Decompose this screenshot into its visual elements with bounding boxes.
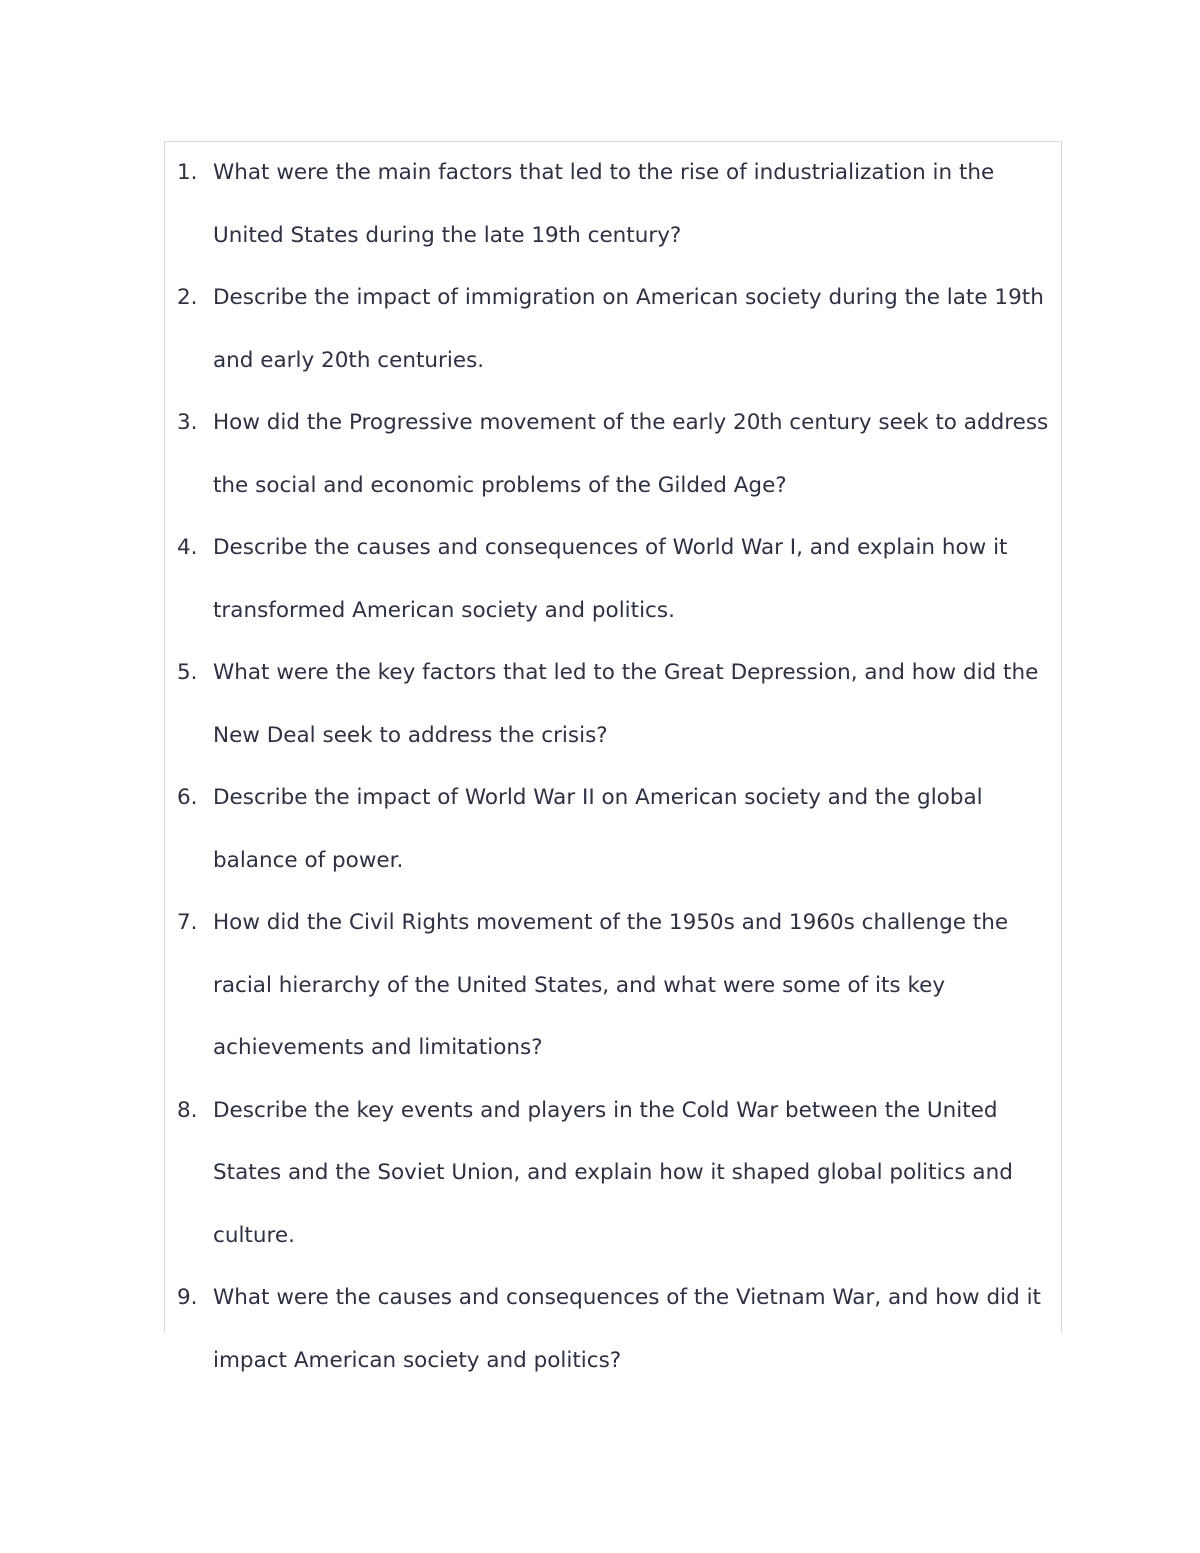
list-item: [165, 142, 1061, 267]
question-number: 5.: [177, 660, 198, 685]
question-text: What were the main factors that led to the rise of industrialization in the United States during the late 19th century?: [213, 160, 995, 248]
question-number: 8.: [177, 1097, 198, 1123]
question-list: [165, 142, 1061, 1392]
question-text: What were the causes and consequences of the Vietnam War, and how did it impact American society and politics?: [213, 1285, 1041, 1373]
list-item: [165, 767, 1061, 892]
question-text: What were the key factors that led to the Great Depression, and how did the New Deal seek to address the crisis?: [213, 660, 1039, 748]
question-number: 9.: [177, 1285, 198, 1310]
question-number: 7.: [177, 910, 198, 935]
list-item: [165, 267, 1061, 392]
question-text: Describe the key events and players in the Cold War between the United States and the Soviet Union, and explain how it shaped global politics and culture.: [213, 1097, 1013, 1248]
list-item: [165, 642, 1061, 767]
question-number: 2.: [177, 285, 198, 310]
question-text: How did the Progressive movement of the early 20th century seek to address the social and economic problems of the Gilded Age?: [213, 410, 1049, 498]
document-frame: [164, 141, 1062, 1373]
list-item: [165, 1267, 1061, 1392]
question-text: How did the Civil Rights movement of the 1950s and 1960s challenge the racial hierarchy of the United States, and what were some of its key achievements and limitations?: [213, 910, 1009, 1060]
question-number: 4.: [177, 535, 198, 560]
question-text: Describe the causes and consequences of World War I, and explain how it transformed American society and politics.: [213, 535, 1008, 623]
question-number: 1.: [177, 160, 198, 185]
question-number: 6.: [177, 785, 198, 810]
question-text: Describe the impact of World War II on American society and the global balance of power.: [213, 785, 983, 873]
question-number: 3.: [177, 410, 198, 435]
question-text: Describe the impact of immigration on American society during the late 19th and early 20th centuries.: [213, 285, 1044, 373]
list-item: [165, 1080, 1061, 1268]
list-item: [165, 392, 1061, 517]
list-item: [165, 892, 1061, 1080]
list-item: [165, 517, 1061, 642]
